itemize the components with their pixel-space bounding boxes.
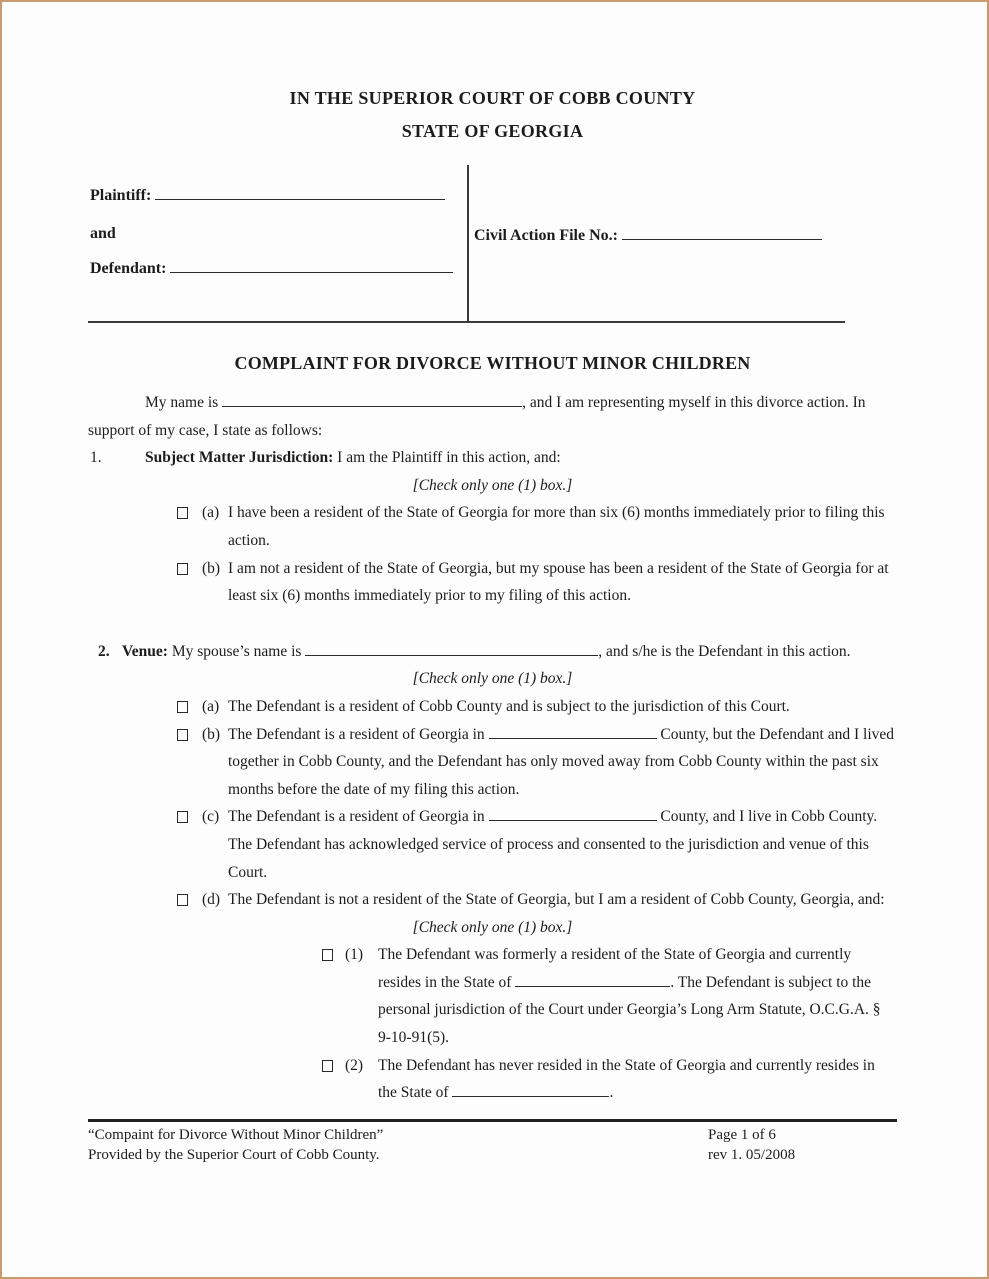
checkbox[interactable] [177,701,188,713]
footer-provided-by: Provided by the Superior Court of Cobb County. [88,1146,380,1163]
checkbox-item-2c [177,803,897,886]
item-label: (a) [202,697,220,715]
defendant-label: Defendant: [90,260,167,277]
and-label: and [90,225,116,242]
item-text [378,941,897,1051]
civil-action-row [474,227,822,245]
my-name-blank[interactable] [222,395,522,407]
plaintiff-row [90,187,445,205]
item-text [228,693,897,721]
civil-action-label: Civil Action File No.: [474,227,618,244]
plaintiff-name-blank[interactable] [155,188,445,200]
item-text-post: County, and I live in Cobb County. The Defendant has acknowledged service of process and consented to the jurisdiction and venue of this Court. [228,808,878,881]
item-label: (d) [202,891,221,909]
checkbox-item-2a [177,693,897,721]
checkbox-subitem-1 [322,941,897,1051]
document-title: COMPLAINT FOR DIVORCE WITHOUT MINOR CHILDREN [234,353,751,373]
intro-lead: My name is [145,394,219,411]
item-text-pre: The Defendant was formerly a resident of the State of Georgia and currently resides in the State of [378,946,852,991]
item-label: (c) [202,808,220,826]
item-text-pre: The Defendant is a resident of Georgia in [228,725,485,743]
court-header [88,86,897,143]
section-2-venue [88,638,897,666]
spouse-name-blank[interactable] [305,644,598,656]
footer-form-name: “Compaint for Divorce Without Minor Children” [88,1126,384,1143]
check-note-3: [Check only one (1) box.] [412,918,573,936]
item-text [228,555,897,610]
item-text [228,803,897,886]
item-label: (b) [202,725,221,743]
item-text [228,499,897,554]
footer-page-number: Page 1 of 6 [708,1126,776,1143]
section-2-lead: My spouse’s name is [171,642,302,660]
state-blank[interactable] [452,1085,609,1097]
county-blank[interactable] [489,809,657,821]
item-text-span: I am not a resident of the State of Georgia, but my spouse has been a resident of the State of Georgia for at least six (6) months immediately prior to my filing of this action. [228,559,889,605]
checkbox-item-1b [177,555,897,610]
defendant-row [90,260,453,278]
item-label: (b) [202,559,221,577]
intro-paragraph [88,389,897,444]
checkbox[interactable] [177,729,188,741]
checkbox-item-2b [177,721,897,804]
caption-bottom-rule [88,321,845,323]
checkbox[interactable] [322,949,333,961]
item-text-span: The Defendant is a resident of Cobb County and is subject to the jurisdiction of this Court. [228,697,790,715]
item-text-pre: The Defendant has never resided in the State of Georgia and currently resides in the State of [378,1056,875,1102]
section-2-heading: Venue: [122,642,168,660]
civil-action-number-blank[interactable] [622,228,822,240]
item-label: (1) [345,946,364,964]
item-text-post: . The Defendant is subject to the personal jurisdiction of the Court under Georgia’s Long Arm Statute, O.C.G.A. § 9-10-91(5). [378,973,881,1047]
section-2-tail: , and s/he is the Defendant in this action. [598,642,851,660]
checkbox[interactable] [177,894,188,906]
item-text-post: . [609,1084,614,1102]
checkbox[interactable] [177,811,188,823]
checkbox-subitem-2 [322,1052,897,1107]
state-name: STATE OF GEORGIA [401,121,584,141]
page-footer [88,1125,897,1165]
check-note-1: [Check only one (1) box.] [412,476,573,494]
checkbox[interactable] [177,507,188,519]
item-text-pre: The Defendant is a resident of Georgia in [228,808,485,826]
state-blank[interactable] [515,975,670,987]
item-text [228,721,897,804]
item-text [228,886,897,914]
intro-tail: , and I am representing myself in this divorce action. In support of my case, I state as follows: [88,394,866,439]
caption-vertical-divider [467,165,469,321]
case-caption [88,163,897,321]
checkbox-item-1a [177,499,897,554]
court-name: IN THE SUPERIOR COURT OF COBB COUNTY [289,88,696,108]
item-text-span: The Defendant is not a resident of the State of Georgia, but I am a resident of Cobb County, Georgia, and: [228,891,885,909]
item-text [378,1052,897,1107]
footer-revision: rev 1. 05/2008 [708,1146,796,1163]
plaintiff-label: Plaintiff: [90,187,152,204]
section-1-number: 1. [90,449,102,467]
footer-rule [88,1119,897,1122]
checkbox-item-2d [177,886,897,914]
section-1-heading-tail: I am the Plaintiff in this action, and: [337,449,561,467]
footer-right [708,1125,795,1165]
item-label: (a) [202,504,220,522]
county-blank[interactable] [489,727,657,739]
item-text-span: I have been a resident of the State of Georgia for more than six (6) months immediately prior to filing this action. [228,504,885,549]
item-label: (2) [345,1056,364,1074]
defendant-name-blank[interactable] [170,261,453,273]
check-note-2: [Check only one (1) box.] [412,670,573,688]
section-2-number: 2. [98,642,110,660]
checkbox[interactable] [177,563,188,575]
section-1-heading: Subject Matter Jurisdiction: [145,449,334,467]
item-text-post: County, but the Defendant and I lived together in Cobb County, and the Defendant has only moved away from Cobb County within the past six months before the date of my filing this action. [228,725,895,798]
section-1-jurisdiction [88,444,897,472]
checkbox[interactable] [322,1060,333,1072]
